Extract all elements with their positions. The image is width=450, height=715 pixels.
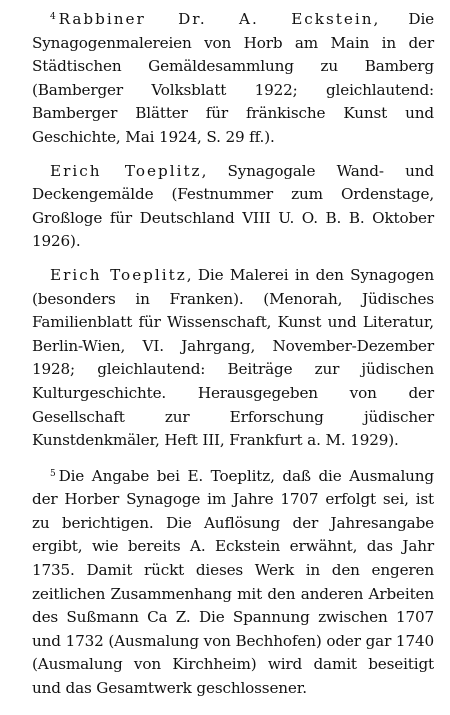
bibliography-entry-toeplitz-1928: [32, 264, 434, 453]
paragraph-gap: [32, 453, 434, 463]
footnote-marker: 4: [50, 12, 56, 22]
footnote-marker: 5: [50, 468, 56, 479]
entry-text: , Die Synagogenmalereien von Horb am Main in der Städtischen Gemäldesammlung zu Bamberg (Bamberger Volksblatt 1922; gleichlautend: Bamberger Blätter für fränkische Kunst und Geschichte, Mai 1924, S. 29 ff.).: [32, 10, 434, 146]
author-name: Rabbiner Dr. A. Eckstein: [58, 10, 374, 28]
bibliography-entry-eckstein: [32, 6, 434, 150]
document-page: [32, 6, 434, 701]
author-name: Erich Toeplitz: [50, 161, 202, 180]
entry-text: Die Angabe bei E. Toeplitz, daß die Ausmalung der Horber Synagoge im Jahre 1707 erfolgt sei, ist zu berichtigen. Die Auflösung der Jahresangabe ergibt, wie bereits A. Eckstein erwähnt, das Jahr 1735. Damit rückt dieses Werk in den engeren zeitlichen Zusammenhang mit den anderen Arbeiten des Sußmann Ca Z. Die Spannung zwischen 1707 und 1732 (Ausmalung von Bechhofen) oder gar 1740 (Ausmalung von Kirchheim) wird damit beseitigt und das Gesamtwerk geschlossener.: [32, 466, 434, 698]
author-name: Erich Toeplitz: [50, 265, 187, 284]
footnote-note-5: [32, 463, 434, 701]
entry-text: , Synagogale Wand- und Deckengemälde (Festnummer zum Ordenstage, Großloge für Deutschland VIII U. O. B. B. Oktober 1926).: [32, 161, 434, 251]
paragraph-gap: [32, 150, 434, 160]
paragraph-gap: [32, 254, 434, 264]
entry-text: , Die Malerei in den Synagogen (besonders in Franken). (Menorah, Jüdisches Familienblatt für Wissenschaft, Kunst und Literatur, Berlin-Wien, VI. Jahrgang, November-Dezember 1928; gleichlautend: Beiträge zur jüdischen Kulturgeschichte. Herausgegeben von der Gesellschaft zur Erforschung jüdischer Kunstdenkmäler, Heft III, Frankfurt a. M. 1929).: [32, 265, 434, 450]
bibliography-entry-toeplitz-1926: [32, 160, 434, 254]
